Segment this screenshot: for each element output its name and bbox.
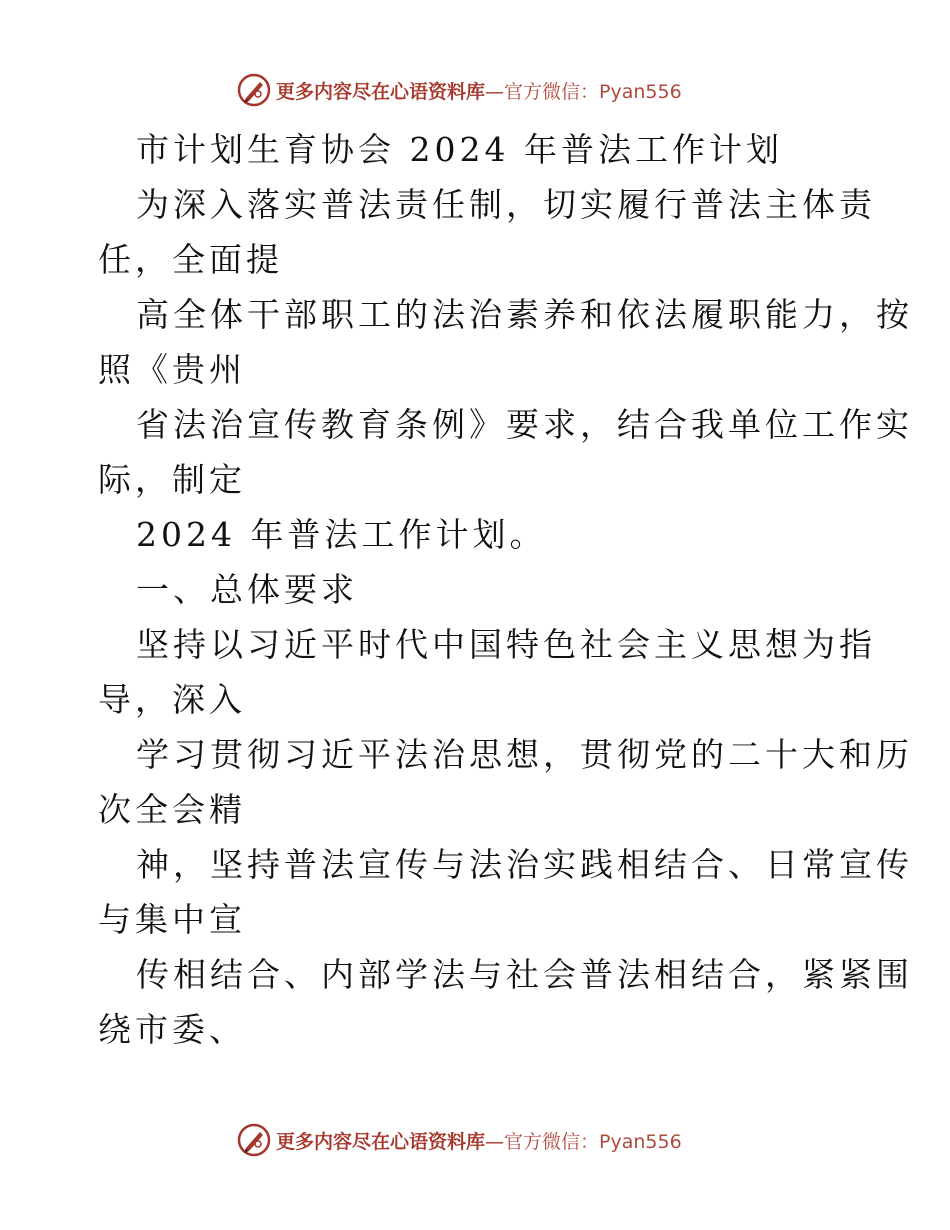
text-line: 一、总体要求 [136,570,358,609]
pen-circle-logo-icon [236,1122,272,1158]
text-line: 坚持以习近平时代中国特色社会主义思想为指 [136,625,876,664]
header-banner [236,72,682,108]
text-line: 省法治宣传教育条例》要求，结合我单位工作实 [136,405,913,444]
banner-slogan: 更多内容尽在心语资料库 [276,1130,486,1153]
text-line: 导，深入 [98,680,246,719]
banner-wechat-id: Pyan556 [599,80,682,103]
text-line: 高全体干部职工的法治素养和依法履职能力，按 [136,295,913,334]
banner-text [276,77,682,104]
text-line: 绕市委、 [98,1010,246,1049]
banner-slogan: 更多内容尽在心语资料库 [276,80,486,103]
banner-separator: — [485,1130,505,1153]
text-line: 为深入落实普法责任制，切实履行普法主体责 [136,185,876,224]
banner-text [276,1127,682,1154]
text-line: 次全会精 [98,790,246,829]
text-line: 照《贵州 [98,350,246,389]
text-line: 与集中宣 [98,900,246,939]
text-line: 传相结合、内部学法与社会普法相结合，紧紧围 [136,955,913,994]
banner-separator: — [485,80,505,103]
pen-circle-logo-icon [236,72,272,108]
paragraph-lines [98,177,913,1057]
text-line: 2024 年普法工作计划。 [136,515,547,554]
footer-banner [236,1122,682,1158]
text-line: 神，坚持普法宣传与法治实践相结合、日常宣传 [136,845,913,884]
document-body [98,122,913,1057]
banner-wechat-label: 官方微信： [504,80,600,103]
document-title: 市计划生育协会 2024 年普法工作计划 [136,130,783,169]
text-line: 际，制定 [98,460,246,499]
text-line: 学习贯彻习近平法治思想，贯彻党的二十大和历 [136,735,913,774]
text-line: 任，全面提 [98,240,283,279]
banner-wechat-id: Pyan556 [599,1130,682,1153]
banner-wechat-label: 官方微信： [504,1130,600,1153]
